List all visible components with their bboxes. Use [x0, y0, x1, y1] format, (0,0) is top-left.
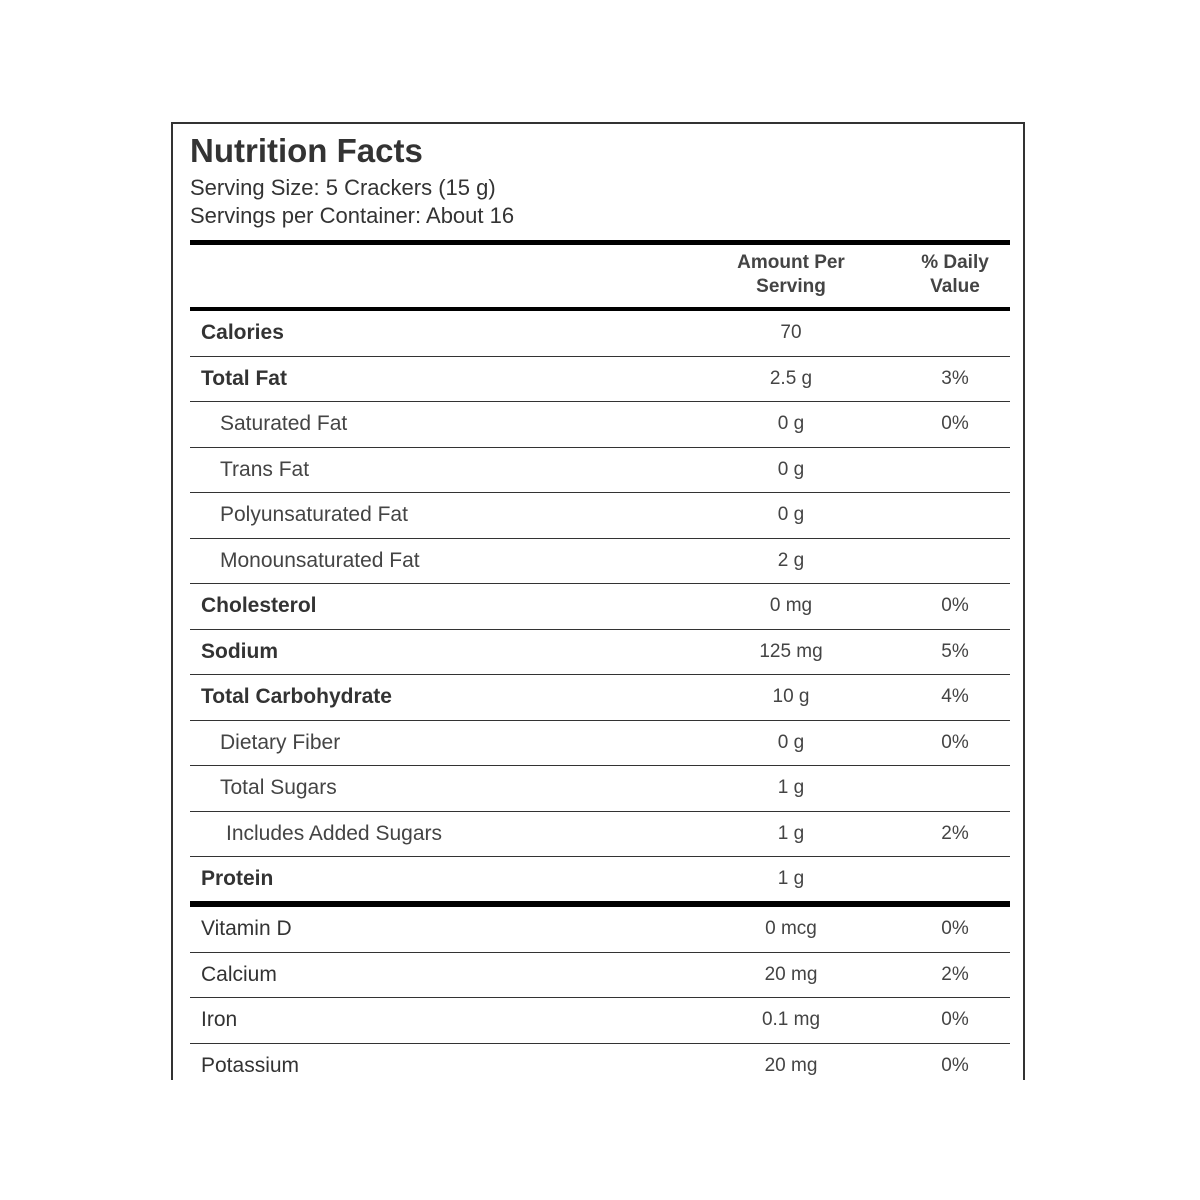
nutrient-row-monounsaturated-fat — [190, 539, 1010, 585]
vitamin-row-calcium — [190, 953, 1010, 999]
table-header — [190, 245, 1010, 308]
vitamin-amount: 20 mg — [764, 963, 818, 985]
vitamin-row-iron — [190, 998, 1010, 1044]
vitamin-daily-value: 0% — [941, 918, 969, 939]
nutrition-facts-panel — [171, 122, 1025, 1080]
nutrient-amount: 2 g — [777, 549, 805, 571]
nutrient-daily-value: 2% — [941, 822, 969, 844]
nutrient-row-cholesterol — [190, 584, 1010, 630]
nutrient-name: Total Fat — [201, 366, 287, 390]
nutrient-name: Protein — [201, 867, 274, 890]
nutrient-amount: 125 mg — [759, 640, 823, 662]
nutrient-amount: 0 g — [777, 504, 805, 525]
nutrient-name: Saturated Fat — [220, 412, 348, 435]
nutrient-amount: 1 g — [777, 822, 805, 844]
nutrient-rows — [190, 311, 1010, 1089]
nutrient-name: Sodium — [201, 639, 278, 663]
label-title: Nutrition Facts — [190, 132, 423, 169]
nutrient-name: Total Carbohydrate — [201, 685, 392, 708]
nutrient-amount: 70 — [780, 322, 802, 343]
vitamin-name: Calcium — [201, 962, 277, 986]
vitamin-daily-value: 0% — [941, 1054, 969, 1076]
nutrient-row-protein — [190, 857, 1010, 907]
nutrient-amount: 0 mg — [769, 595, 813, 616]
nutrient-daily-value: 3% — [941, 367, 969, 389]
nutrient-amount: 10 g — [772, 686, 810, 707]
nutrient-name: Total Sugars — [220, 776, 337, 799]
nutrient-amount: 0 g — [777, 731, 805, 753]
vitamin-row-vitamin-d — [190, 907, 1010, 953]
nutrient-daily-value: 0% — [941, 731, 969, 753]
nutrient-name: Calories — [201, 321, 284, 344]
nutrient-daily-value: 0% — [941, 413, 969, 434]
nutrient-name: Monounsaturated Fat — [220, 548, 420, 572]
nutrient-amount: 1 g — [777, 777, 805, 798]
servings-per-container: Servings per Container: About 16 — [190, 203, 515, 228]
vitamin-daily-value: 2% — [941, 963, 969, 985]
header-amount-per-serving: Amount Per Serving — [737, 252, 845, 297]
nutrient-row-sodium — [190, 630, 1010, 676]
nutrient-row-calories — [190, 311, 1010, 357]
header-daily-value: % Daily Value — [921, 252, 989, 297]
nutrient-name: Cholesterol — [201, 594, 317, 617]
vitamin-row-potassium — [190, 1044, 1010, 1090]
nutrient-row-dietary-fiber — [190, 721, 1010, 767]
nutrient-amount: 1 g — [777, 868, 805, 889]
nutrient-row-total-sugars — [190, 766, 1010, 812]
nutrient-name: Includes Added Sugars — [226, 821, 442, 845]
nutrient-row-polyunsaturated-fat — [190, 493, 1010, 539]
vitamin-name: Iron — [201, 1008, 238, 1031]
nutrient-row-total-fat — [190, 357, 1010, 403]
nutrient-amount: 2.5 g — [769, 367, 813, 389]
nutrient-name: Trans Fat — [220, 457, 310, 481]
vitamin-amount: 20 mg — [764, 1054, 818, 1076]
nutrient-row-total-carbohydrate — [190, 675, 1010, 721]
nutrient-row-trans-fat — [190, 448, 1010, 494]
vitamin-name: Potassium — [201, 1053, 300, 1077]
nutrient-name: Dietary Fiber — [220, 730, 341, 754]
nutrient-name: Polyunsaturated Fat — [220, 503, 408, 526]
serving-size: Serving Size: 5 Crackers (15 g) — [190, 175, 496, 200]
nutrient-daily-value: 0% — [941, 595, 969, 616]
nutrient-row-includes-added-sugars — [190, 812, 1010, 858]
nutrient-amount: 0 g — [777, 458, 805, 480]
nutrient-row-saturated-fat — [190, 402, 1010, 448]
vitamin-amount: 0.1 mg — [761, 1009, 821, 1030]
vitamin-name: Vitamin D — [201, 917, 292, 940]
vitamin-daily-value: 0% — [941, 1009, 969, 1030]
vitamin-amount: 0 mcg — [765, 918, 817, 939]
nutrient-daily-value: 4% — [941, 686, 969, 707]
nutrient-daily-value: 5% — [941, 640, 969, 662]
nutrient-amount: 0 g — [777, 413, 805, 434]
